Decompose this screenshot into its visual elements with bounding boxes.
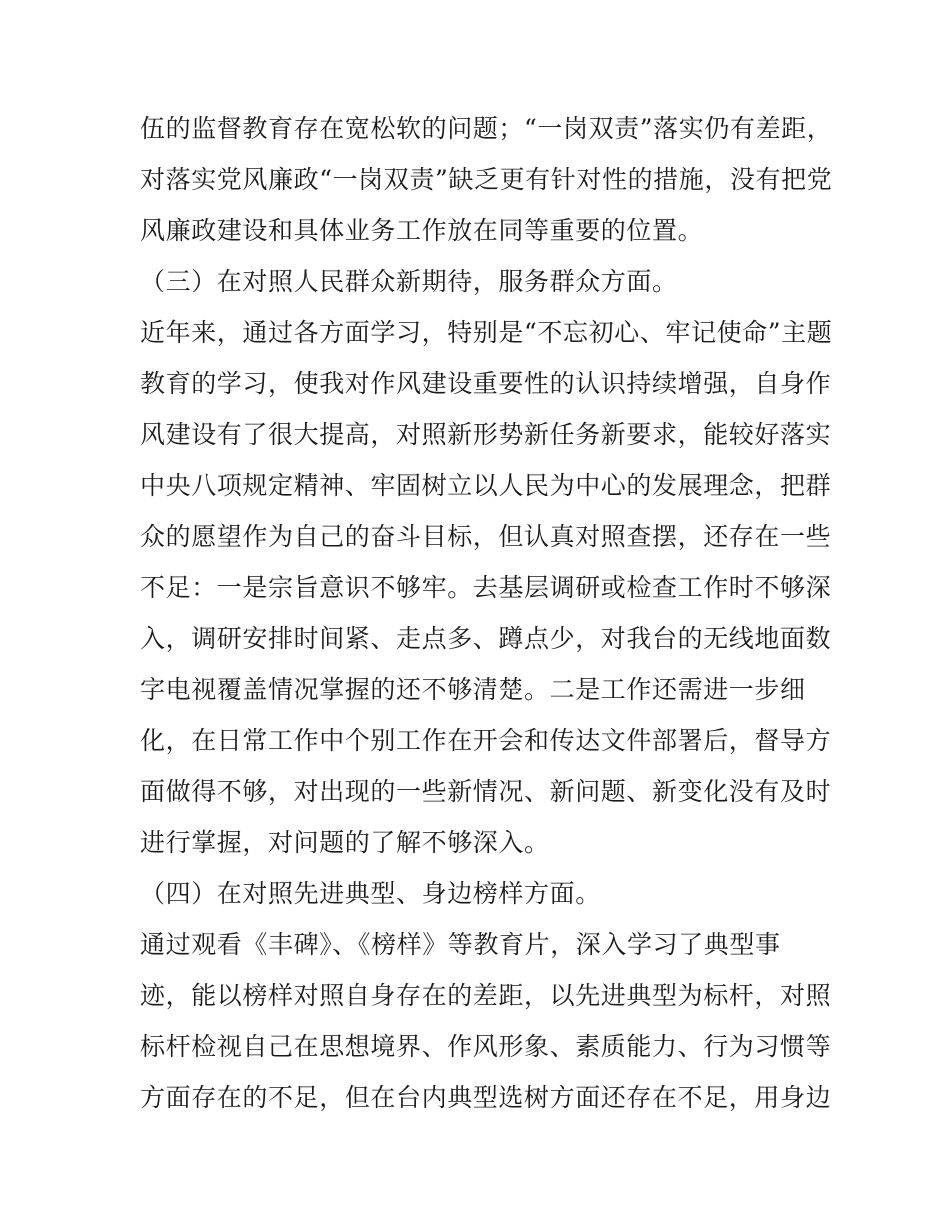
text-line-15: 进行掌握，对问题的了解不够深入。 bbox=[140, 828, 550, 857]
text-line-14: 面做得不够，对出现的一些新情况、新问题、新变化没有及时 bbox=[140, 777, 832, 806]
text-line-18: 迹，能以榜样对照自身存在的差距，以先进典型为标杆，对照 bbox=[140, 981, 832, 1010]
section-heading-4: （四）在对照先进典型、身边榜样方面。 bbox=[140, 879, 601, 908]
text-line-10: 不足：一是宗旨意识不够牢。去基层调研或检查工作时不够深 bbox=[140, 573, 832, 602]
text-line-9: 众的愿望作为自己的奋斗目标，但认真对照查摆，还存在一些 bbox=[140, 522, 832, 551]
section-heading-3: （三）在对照人民群众新期待，服务群众方面。 bbox=[140, 267, 678, 296]
text-line-8: 中央八项规定精神、牢固树立以人民为中心的发展理念，把群 bbox=[140, 471, 832, 500]
text-line-6: 教育的学习，使我对作风建设重要性的认识持续增强，自身作 bbox=[140, 369, 832, 398]
text-line-17: 通过观看《丰碑》、《榜样》等教育片，深入学习了典型事 bbox=[140, 930, 781, 959]
text-line-11: 入，调研安排时间紧、走点多、蹲点少，对我台的无线地面数 bbox=[140, 624, 832, 653]
text-line-1: 伍的监督教育存在宽松软的问题；“一岗双责”落实仍有差距， bbox=[140, 114, 833, 143]
text-line-20: 方面存在的不足，但在台内典型选树方面还存在不足，用身边 bbox=[140, 1083, 832, 1112]
text-line-3: 风廉政建设和具体业务工作放在同等重要的位置。 bbox=[140, 216, 704, 245]
text-line-5: 近年来，通过各方面学习，特别是“不忘初心、牢记使命”主题 bbox=[140, 318, 833, 347]
text-line-12: 字电视覆盖情况掌握的还不够清楚。二是工作还需进一步细 bbox=[140, 675, 806, 704]
text-line-2: 对落实党风廉政“一岗双责”缺乏更有针对性的措施，没有把党 bbox=[140, 165, 833, 194]
text-line-19: 标杆检视自己在思想境界、作风形象、素质能力、行为习惯等 bbox=[140, 1032, 832, 1061]
text-line-13: 化，在日常工作中个别工作在开会和传达文件部署后，督导方 bbox=[140, 726, 832, 755]
text-line-7: 风建设有了很大提高，对照新形势新任务新要求，能较好落实 bbox=[140, 420, 832, 449]
